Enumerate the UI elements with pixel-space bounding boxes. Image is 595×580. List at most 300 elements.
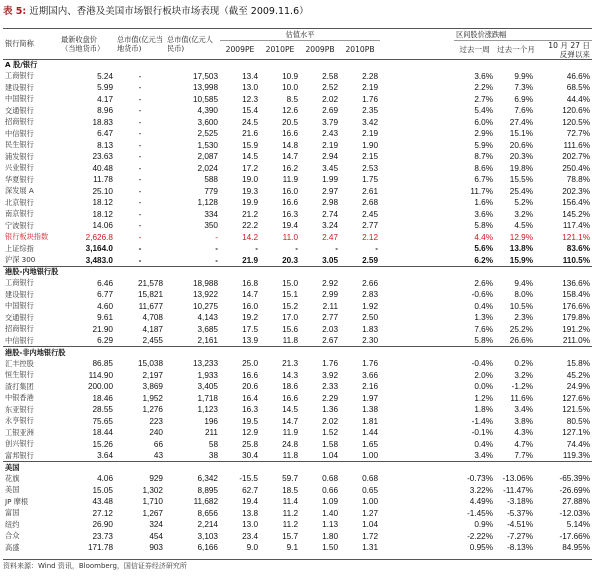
bank-name: 工商银行 [5,278,34,288]
cell-mktcap: 2,455 [142,336,163,345]
cell-mktcap: 4,187 [142,324,163,334]
cell-mktcap: - [138,209,142,219]
cell-week: -2.22% [467,531,494,541]
cell-close: 15.26 [92,439,113,449]
cell-pe09: 19.9 [242,198,258,208]
cell-week: 3.6% [474,209,494,219]
section-row [3,59,592,71]
cell-pb10: 0.65 [362,485,379,495]
cell-pe10: 16.2 [282,163,298,173]
cell-week: 2.0% [474,370,494,380]
cell-mktcap: - [138,163,142,173]
col-close [59,29,115,60]
cell-month: -11.47% [503,485,534,495]
cell-pb09: 2.99 [322,290,338,300]
cell-week: 5.9% [474,140,494,150]
cell-pe09: 19.5 [242,416,258,426]
cell-close: 171.78 [87,543,113,553]
cell-mktcap: - [138,83,142,93]
table-row [3,105,592,117]
gap-cell [380,519,454,531]
cell-close: 18.12 [92,198,113,208]
cell-mktcap-rmb: 2,525 [197,129,218,139]
cell-pe10: 15.6 [282,324,298,334]
cell-pe10: 11.9 [282,175,298,185]
cell-pe10: 10.9 [282,71,298,81]
table-row [3,186,592,198]
cell-pb09: 2.03 [322,324,338,334]
col-pe09: 2009PE [220,40,260,59]
col-mktcap: 总市值(亿元当地货币) [115,29,165,60]
cell-close: 27.12 [92,508,113,518]
bank-name: 深发展 A [5,186,34,196]
table-row [3,117,592,129]
cell-rebound: 119.3% [562,451,591,460]
cell-pb09: 1.58 [322,439,338,449]
col-name: 银行简称 [3,29,59,60]
cell-pe10: 21.3 [282,359,298,369]
cell-mktcap: - [138,129,142,139]
cell-month: 9.4% [514,278,534,288]
table-row [3,531,592,543]
cell-pb10: 2.16 [362,382,379,392]
bank-name: 富国 [5,508,20,518]
cell-mktcap: - [138,71,142,81]
cell-pe10: 14.5 [282,405,298,415]
cell-mktcap-rmb: 2,024 [197,163,218,173]
cell-pb10: 1.97 [362,393,379,403]
cell-mktcap: 43 [153,451,163,460]
bank-name: 中银香港 [5,393,34,403]
gap-cell [380,243,454,255]
cell-pe10: 14.7 [282,152,298,162]
cell-pe10: 16.6 [282,198,298,208]
cell-close: 40.48 [92,163,113,173]
cell-rebound: 250.4% [562,163,591,173]
section-row [3,347,592,359]
cell-rebound: 120.5% [562,117,591,127]
cell-close: 2,626.8 [85,232,113,242]
cell-pe09: 12.3 [242,94,258,104]
cell-close: 14.06 [92,221,113,231]
cell-pe09: 14.7 [242,290,258,300]
cell-month: 7.6% [514,106,534,116]
cell-pb10: 2.68 [362,198,379,208]
gap-cell [380,82,454,94]
cell-rebound: 84.95% [562,543,591,553]
cell-week: 6.0% [474,117,494,127]
cell-rebound: -17.66% [559,531,591,541]
gap-cell [380,163,454,175]
cell-rebound: 15.8% [566,359,591,369]
table-row [3,301,592,313]
cell-mktcap-rmb: 17,503 [192,71,218,81]
cell-rebound: 121.5% [562,405,591,415]
cell-week: 2.2% [474,83,494,93]
cell-pe09: 21.6 [242,129,258,139]
table-row [3,393,592,405]
cell-rebound: 179.8% [562,313,591,323]
cell-pb10: 2.77 [362,221,379,231]
cell-pe09: 16.8 [242,278,258,288]
cell-pb10: 2.28 [362,71,379,81]
cell-month: 5.2% [514,198,534,208]
cell-pe09: 16.3 [242,405,258,415]
cell-pe10: 8.5 [286,94,298,104]
cell-pb09: 2.69 [322,106,338,116]
cell-close: 28.55 [92,405,113,415]
cell-pb10: 3.66 [362,370,379,380]
gap-cell [380,450,454,462]
cell-pe09: 16.0 [242,301,258,311]
cell-pe09: 13.0 [242,520,258,530]
cell-month: 3.2% [514,370,534,380]
cell-pe10: 15.1 [282,290,298,300]
cell-week: -0.4% [471,359,494,369]
cell-pe10: 12.6 [282,106,298,116]
cell-month: 13.8% [509,244,534,254]
cell-pe09: 21.9 [242,255,258,265]
cell-rebound: 27.88% [562,497,591,507]
gap-cell [380,151,454,163]
bank-name: 民生银行 [5,140,34,150]
cell-rebound: 127.6% [562,393,591,403]
cell-month: -13.06% [502,474,534,484]
cell-rebound: 136.6% [562,278,591,288]
table-row [3,439,592,451]
cell-pb09: 2.02 [322,416,338,426]
cell-month: 25.4% [509,186,534,196]
cell-rebound: 68.5% [566,83,591,93]
cell-pe09: 21.2 [242,209,258,219]
cell-rebound: 45.2% [566,370,591,380]
cell-month: 4.7% [514,439,534,449]
cell-close: 18.12 [92,209,113,219]
cell-close: 23.63 [92,152,113,162]
bank-name: 渣打集团 [5,381,34,391]
cell-week: 1.2% [474,393,494,403]
cell-month: -4.51% [507,520,534,530]
col-week: 过去一周 [454,40,495,59]
cell-pe10: 17.0 [282,313,298,323]
table-row [3,542,592,554]
cell-pb10: 1.83 [362,324,379,334]
cell-pe10: 16.6 [282,393,298,403]
gap-cell [380,174,454,186]
cell-pe09: 23.4 [242,531,258,541]
cell-mktcap-rmb: 6,166 [197,543,218,553]
cell-rebound: -12.03% [559,508,591,518]
cell-pb10: 1.90 [362,140,379,150]
cell-month: 6.9% [514,94,534,104]
cell-mktcap-rmb: 18,988 [192,278,218,288]
cell-week: 2.6% [474,278,494,288]
cell-month: 15.5% [509,175,534,185]
bottom-rule [3,559,592,560]
cell-month: 11.6% [510,393,534,403]
cell-pb09: 3.92 [322,370,338,380]
cell-pb09: 2.58 [322,71,338,81]
cell-mktcap: - [138,117,142,127]
bank-name: 沪深 300 [5,255,36,264]
cell-pb10: 1.76 [362,94,379,104]
cell-week: 6.7% [474,175,494,185]
cell-close: 6.47 [97,129,113,139]
cell-rebound: 145.2% [562,209,591,219]
cell-month: 3.8% [514,416,534,426]
cell-pb09: 3.05 [322,255,338,265]
cell-rebound: 211.0% [562,336,591,345]
cell-pe09: 15.4 [242,106,258,116]
gap-cell [380,485,454,497]
cell-pb09: 2.43 [322,129,338,139]
cell-pe09: 30.4 [242,451,258,460]
cell-pe10: 11.2 [282,520,298,530]
table-caption: 近期国内、香港及美国市场银行板块市场表现（截至 2009.11.6） [29,6,309,17]
bank-name: 交通银行 [5,105,34,115]
cell-pb09: 2.94 [322,152,338,162]
table-row [3,519,592,531]
cell-pb09: 3.45 [322,163,338,173]
cell-month: 7.3% [514,83,534,93]
cell-pb09: 0.66 [322,485,338,495]
cell-month: 26.6% [509,336,534,345]
cell-close: 6.46 [97,278,113,288]
cell-mktcap-rmb: 1,128 [197,198,218,208]
cell-week: 3.6% [474,71,494,81]
cell-mktcap: 1,302 [142,485,163,495]
cell-pe10: 14.7 [282,416,298,426]
cell-pb10: 1.92 [362,301,379,311]
table-row [3,174,592,186]
cell-close: 4.17 [97,94,113,104]
cell-pb10: 2.30 [362,336,379,345]
cell-pe09: 13.8 [242,508,258,518]
cell-pe09: 19.2 [242,313,258,323]
cell-mktcap-rmb: 13,233 [192,359,218,369]
cell-pb09: 2.67 [322,336,338,345]
gap-cell [380,197,454,209]
cell-mktcap-rmb: 10,275 [192,301,218,311]
cell-mktcap-rmb: 11,682 [193,497,218,507]
cell-close: 18.83 [92,117,113,127]
table-row [3,370,592,382]
cell-mktcap: 1,267 [142,508,163,518]
cell-pe09: 25.0 [242,359,258,369]
cell-rebound: 24.9% [566,382,591,392]
cell-pe10: 16.3 [282,209,298,219]
cell-mktcap-rmb: 4,390 [197,106,218,116]
cell-pe10: 11.4 [282,497,298,507]
cell-pb10: 2.53 [362,163,379,173]
cell-pe10: 11.8 [282,451,298,460]
cell-pb10: 2.61 [362,186,379,196]
cell-month: -3.18% [507,497,534,507]
cell-pe10: 16.0 [282,186,298,196]
bank-performance-table [3,28,592,554]
table-row [3,485,592,497]
cell-pb09: 2.74 [322,209,338,219]
cell-mktcap-rmb: 10,585 [192,94,218,104]
gap-cell [380,335,454,347]
cell-pb10: 2.15 [362,152,379,162]
cell-pb09: 1.50 [322,543,338,553]
cell-pe09: 17.5 [242,324,258,334]
table-row [3,450,592,462]
cell-close: 75.65 [92,416,113,426]
cell-rebound: 120.6% [562,106,591,116]
cell-mktcap: - [138,232,142,242]
cell-pb10: 1.44 [362,428,379,438]
table-row [3,312,592,324]
cell-week: 7.6% [474,324,494,334]
gap-cell [380,71,454,83]
cell-mktcap: 1,710 [142,497,163,507]
table-row [3,151,592,163]
cell-rebound: 191.2% [562,324,591,334]
cell-week: 8.7% [474,152,494,162]
cell-mktcap-rmb: 196 [204,416,218,426]
cell-rebound: 158.4% [562,290,591,300]
cell-month: 2.3% [514,313,534,323]
cell-pb10: 1.31 [362,543,379,553]
bank-name: 富邦银行 [5,450,34,460]
cell-close: 6.77 [97,290,113,300]
cell-pb09: 2.02 [322,94,338,104]
col-rebound-label: 反弹以来 [559,49,591,59]
gap-cell [380,232,454,244]
cell-rebound: -65.39% [559,474,591,484]
cell-pe10: 59.7 [282,474,298,484]
cell-rebound: 110.5% [562,255,591,265]
col-pb10: 2010PB [340,40,380,59]
cell-week: 0.4% [474,439,494,449]
cell-mktcap-rmb: 1,123 [197,405,218,415]
bank-name: 华夏银行 [5,174,34,184]
col-month: 过去一个月 [495,40,535,59]
cell-mktcap: 1,952 [142,393,163,403]
cell-pb09: 2.33 [322,382,338,392]
cell-close: 5.99 [97,83,113,93]
cell-pb09: 1.52 [322,428,338,438]
cell-mktcap: 1,276 [142,405,163,415]
cell-pb09: 2.77 [322,313,338,323]
cell-month: -7.27% [507,531,534,541]
col-mktcap-rmb: 总市值(亿元人民币) [165,29,220,60]
cell-pe09: 12.9 [242,428,258,438]
cell-mktcap: - [138,198,142,208]
table-row [3,209,592,221]
cell-pe09: 17.2 [242,163,258,173]
cell-mktcap: - [138,186,142,196]
gap-cell [380,370,454,382]
bank-name: 永亨银行 [5,416,34,426]
cell-pb09: 2.11 [322,301,338,311]
gap-cell [380,496,454,508]
cell-month: 12.9% [509,232,534,242]
bank-name: 工银亚洲 [5,427,34,437]
cell-pb09: 1.09 [322,497,338,507]
gap-cell [380,542,454,554]
bank-name: 招商银行 [5,117,34,127]
cell-pe09: 15.9 [242,140,258,150]
cell-close: 15.05 [92,485,113,495]
cell-pb10: 2.12 [362,232,379,242]
col-close-unit: （当地货币） [61,43,105,53]
cell-pb09: 1.04 [322,451,338,460]
table-row [3,358,592,370]
cell-pb09: 1.36 [322,405,338,415]
bank-name: 浦发银行 [5,151,34,161]
bank-name: 创兴银行 [5,439,34,449]
cell-month: 4.3% [514,428,534,438]
cell-month: 4.5% [514,221,534,231]
cell-rebound: 176.6% [562,301,591,311]
cell-close: 26.90 [92,520,113,530]
table-row [3,140,592,152]
cell-pb10: 2.45 [362,209,379,219]
cell-pb09: 1.80 [322,531,338,541]
gap-cell [380,105,454,117]
section-label: 港股-非内地银行股 [3,347,592,359]
cell-mktcap-rmb: 2,087 [197,152,218,162]
cell-close: 18.46 [92,393,113,403]
gap-cell [380,439,454,451]
bank-name: 纽约 [5,519,20,529]
cell-mktcap: - [138,152,142,162]
col-pe10: 2010PE [260,40,300,59]
header-row-1 [3,29,592,41]
cell-close: 11.78 [93,175,113,185]
cell-mktcap: 15,821 [137,290,163,300]
cell-pb09: 3.24 [322,221,338,231]
section-row [3,266,592,278]
section-row [3,462,592,474]
gap-cell [380,381,454,393]
cell-pe10: 15.0 [282,278,298,288]
cell-pe09: 9.0 [246,543,258,553]
cell-mktcap-rmb: 13,922 [192,290,218,300]
table-row [3,278,592,290]
cell-month: 20.6% [509,140,534,150]
cell-pe09: 16.4 [242,393,258,403]
cell-mktcap-rmb: 6,342 [197,474,218,484]
bank-name: 建设银行 [5,82,34,92]
bank-name: 恒生银行 [5,370,34,380]
cell-month: 19.8% [509,163,534,173]
table-title [3,5,592,19]
gap-cell [380,404,454,416]
cell-close: 200.00 [87,382,113,392]
section-label: 美国 [3,462,592,474]
cell-month: 0.2% [514,359,534,369]
gap-cell [380,128,454,140]
cell-week: 0.9% [474,520,494,530]
cell-week: 4.49% [469,497,494,507]
gap-cell [380,312,454,324]
bank-name: 北京银行 [5,197,34,207]
cell-pe09: 25.8 [242,439,258,449]
cell-pb09: - [335,244,338,254]
cell-rebound: 202.7% [562,152,591,162]
cell-pe10: 11.9 [282,428,298,438]
cell-pb10: 2.50 [362,313,379,323]
cell-close: 23.73 [92,531,113,541]
cell-mktcap-rmb: 588 [204,175,218,185]
cell-week: 5.4% [474,106,494,116]
cell-mktcap: 15,038 [137,359,163,369]
cell-mktcap: 4,708 [142,313,163,323]
